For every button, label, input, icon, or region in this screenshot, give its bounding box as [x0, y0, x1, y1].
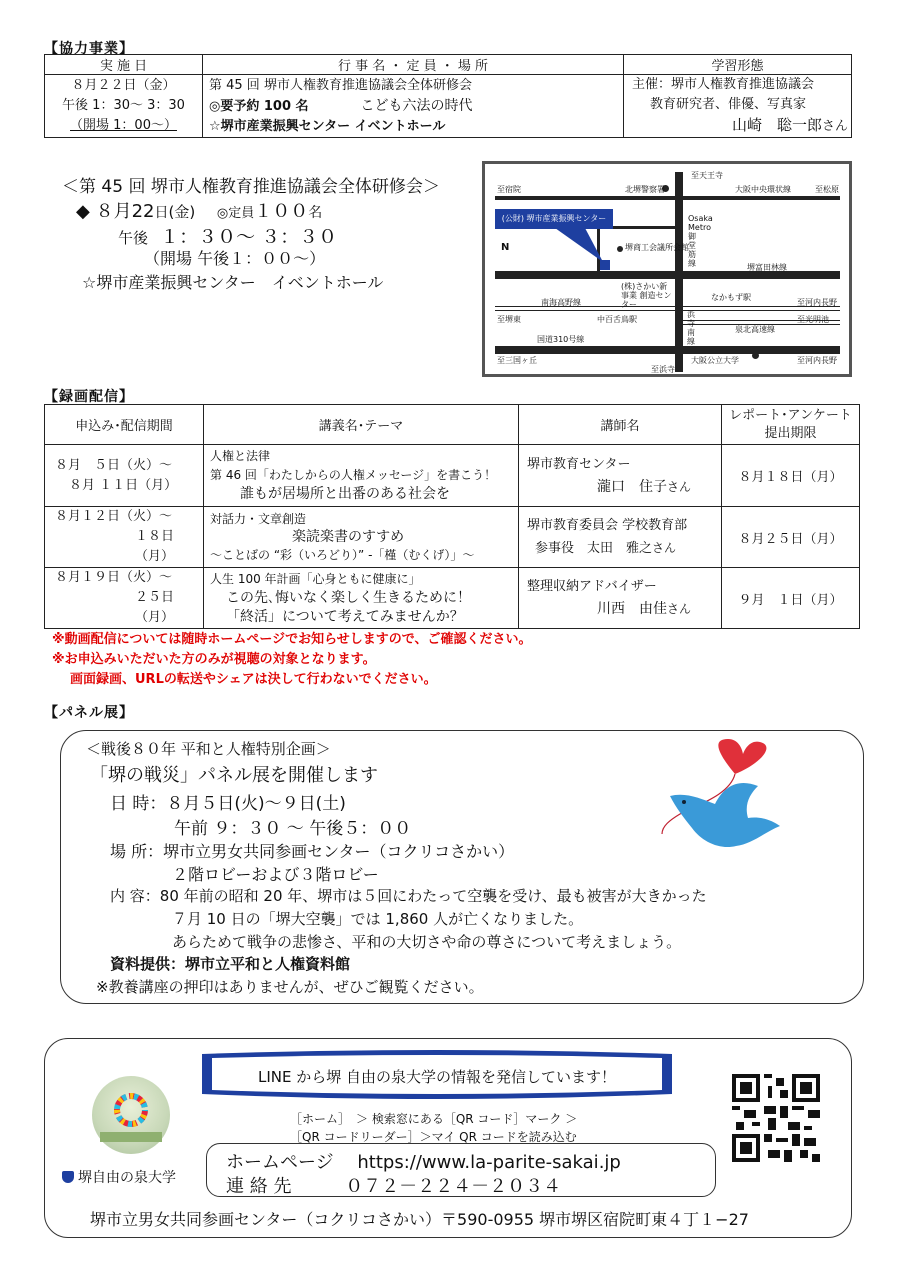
- rec-header-lecturer: 講師名: [519, 405, 722, 445]
- coop-time-line: 午後 1：30～ 3：30: [62, 98, 185, 113]
- homepage-label: ホームページ: [226, 1152, 334, 1173]
- panel-content-3: あらためて戦争の悲惨さ、平和の大切さや命の尊さについて考えましょう。: [172, 933, 682, 951]
- tel-line: [226, 1172, 561, 1198]
- table-row: [45, 507, 860, 568]
- footer-address: 堺市立男女共同参画センター（コクリコさかい）〒590-0955 堺市堺区宿院町東４丁１−27: [90, 1210, 749, 1229]
- rec-lecturer-name-line: [527, 537, 721, 560]
- coop-speaker-name: 山崎 聡一郎: [732, 116, 823, 134]
- recording-note-1: ※動画配信については随時ホームページでお知らせしますので、ご確認ください。: [52, 632, 532, 647]
- panel-time: 午前 ９：３０ ～ 午後５：００: [174, 819, 412, 839]
- shield-icon: [62, 1171, 74, 1183]
- rec-lecturer-name-line: [527, 598, 721, 620]
- panel-date-line: [110, 789, 346, 814]
- rec-theme-sub: 「終活」について考えてみませんか？: [226, 608, 464, 625]
- access-map: [482, 161, 852, 377]
- panel-content-label: 内 容：: [110, 887, 160, 905]
- panel-source: 資料提供：堺市立平和と人権資料館: [110, 955, 351, 973]
- logo-text: 堺自由の泉大学: [78, 1170, 176, 1186]
- event-open: （開場 午後１：００～）: [144, 249, 326, 268]
- map-label: 南海高野線: [541, 298, 581, 307]
- coop-form-cell: [624, 75, 852, 138]
- qr-code-icon[interactable]: [732, 1074, 820, 1162]
- qr-instructions-2: ［QR コードリーダー］＞マイ QR コードを読み込む: [290, 1130, 577, 1144]
- event-title: ＜第 45 回 堺市人権教育推進協議会全体研修会＞: [62, 177, 440, 197]
- rec-lecturer-name: 川西 由佳: [597, 601, 667, 617]
- map-label: 至堺東: [497, 315, 521, 324]
- rec-lecturer-cell: [519, 445, 722, 507]
- map-label: 至天王寺: [691, 171, 723, 180]
- map-label: 泉北高速線: [735, 325, 775, 334]
- heart-icon: [718, 739, 766, 774]
- rec-lecturer-honorific: さん: [667, 479, 692, 494]
- event-time: １：３０～ ３：３０: [160, 226, 338, 248]
- panel-content-2: ７月 10 日の「堺大空襲」では 1,860 人が亡くなりました。: [172, 910, 584, 928]
- coop-date-line: ８月２２日（金）: [71, 78, 176, 93]
- coop-open-line: （開場 1：00～）: [70, 118, 177, 133]
- section-heading-panel: 【パネル展】: [44, 705, 134, 721]
- map-station-dot: [617, 246, 623, 252]
- rec-theme-category: 人生 100 年計画「心身ともに健康に」: [210, 571, 421, 586]
- rec-theme-sub: ～ことばの “彩（いろどり）” ‐「槿（むくげ）」～: [210, 548, 475, 562]
- section-heading-recording: 【録画配信】: [44, 389, 134, 405]
- recording-table: [44, 404, 860, 629]
- rec-theme-cell: [204, 568, 519, 629]
- coop-form-speaker: [632, 115, 851, 137]
- rec-header-deadline: レポート･アンケート 提出期限: [722, 405, 860, 445]
- rec-lecturer-honorific: さん: [667, 602, 692, 616]
- rec-lecturer-name: 瀧口 住子: [597, 478, 667, 495]
- coop-event-name: 第 45 回 堺市人権教育推進協議会全体研修会: [209, 77, 472, 93]
- rec-theme-title: この先､悔いなく楽しく生きるために！: [226, 589, 471, 606]
- sdgs-wheel-icon: [92, 1076, 170, 1154]
- homepage-line: [226, 1148, 621, 1174]
- rec-lecturer-org: 整理収納アドバイザー: [527, 579, 657, 594]
- coop-form-roles: 教育研究者、俳優、写真家: [650, 97, 807, 112]
- map-label: 至光明池: [797, 315, 829, 324]
- event-place: ☆堺市産業振興センター イベントホール: [82, 273, 384, 292]
- map-label: 浜寺 南 線: [687, 310, 695, 346]
- panel-note: ※教養講座の押印はありませんが、ぜひご観覧ください。: [96, 978, 484, 996]
- coop-date-cell: [45, 75, 203, 138]
- coop-speaker-honorific: さん: [822, 119, 849, 134]
- map-road-tondabayashi: [495, 271, 840, 279]
- event-capacity-number: １００: [254, 201, 309, 222]
- rec-lecturer-cell: [519, 568, 722, 629]
- table-row: [45, 568, 860, 629]
- rec-period-cell: [45, 568, 204, 629]
- map-road-main-vertical: [675, 172, 683, 372]
- rec-theme-category: 人権と法律: [210, 449, 271, 463]
- recording-note-3: 画面録画、URLの転送やシェアは決して行わないでください。: [70, 672, 437, 687]
- homepage-url[interactable]: https://www.la-parite-sakai.jp: [357, 1152, 621, 1173]
- qr-instructions-1: ［ホーム］ ＞ 検索窓にある［QR コード］マーク ＞: [290, 1112, 578, 1126]
- map-label: 至河内長野: [797, 356, 837, 365]
- tel-number[interactable]: ０７２－２２４－２０３４: [345, 1176, 562, 1197]
- panel-date-label: 日 時：: [110, 794, 167, 814]
- panel-subtitle: ＜戦後８０年 平和と人権特別企画＞: [86, 740, 331, 758]
- rec-deadline: ８月２５日（月）: [722, 507, 860, 568]
- map-venue-label: (公財) 堺市産業振興センター: [495, 209, 613, 229]
- coop-header-date: 実 施 日: [45, 55, 203, 75]
- map-label: 至宿院: [497, 185, 521, 194]
- rec-header-period: 申込み･配信期間: [45, 405, 204, 445]
- coop-event-line2: [209, 96, 623, 117]
- coop-event-theme: こども六法の時代: [360, 97, 473, 114]
- map-label: 至三国ヶ丘: [497, 356, 537, 365]
- coop-event-place: ☆堺市産業振興センター イベントホール: [209, 118, 446, 134]
- map-label: N: [501, 242, 510, 253]
- rec-lecturer-honorific: さん: [652, 540, 677, 555]
- rec-period-end: ８月 １１日（月）: [69, 477, 178, 493]
- panel-title: 「堺の戦災」パネル展を開催します: [90, 765, 378, 786]
- rec-theme-sub: 誰もが居場所と出番のある社会を: [240, 486, 450, 502]
- coop-form-host: 主催：堺市人権教育推進協議会: [632, 77, 815, 92]
- map-label: 大阪公立大学: [691, 356, 739, 365]
- line-banner-text: LINE から堺 自由の泉大学の情報を発信しています！: [257, 1068, 617, 1086]
- panel-place-line: [110, 839, 514, 862]
- section-heading-coop: 【協力事業】: [44, 41, 134, 57]
- panel-date: ８月５日(火)～９日(土): [166, 794, 346, 814]
- map-label: 至松原: [815, 185, 839, 194]
- rec-lecturer-org: 堺市教育委員会 学校教育部: [527, 517, 688, 533]
- rec-deadline: ９月 １日（月）: [722, 568, 860, 629]
- map-label: 堺富田林線: [747, 263, 787, 272]
- rec-theme-title: 楽読楽書のすすめ: [292, 529, 405, 545]
- rec-period-end: １８日（月）: [135, 529, 175, 564]
- coop-capacity: ◎要予約 100 名: [209, 98, 309, 114]
- map-label: Osaka Metro 御堂筋線: [688, 214, 713, 268]
- event-capacity-label: ◎定員: [216, 206, 255, 221]
- event-time-prefix: 午後: [118, 229, 149, 247]
- rec-theme-cell: [204, 507, 519, 568]
- rec-lecturer-org: 堺市教育センター: [527, 456, 631, 472]
- rec-deadline: ８月１８日（月）: [722, 445, 860, 507]
- map-label: 至浜寺: [651, 365, 675, 374]
- rec-period-start: ８月 ５日（火）～: [55, 457, 173, 473]
- rec-period-start: ８月１９日（火）～: [55, 570, 173, 585]
- map-label: 至河内長野: [797, 298, 837, 307]
- rec-lecturer-name-line: [527, 476, 721, 498]
- coop-header-event: 行 事 名 ・ 定 員 ・ 場 所: [203, 55, 624, 75]
- rec-theme-cell: [204, 445, 519, 507]
- dove-heart-illustration: [640, 734, 800, 874]
- tel-label: 連 絡 先: [226, 1176, 292, 1197]
- panel-content-1: 80 年前の昭和 20 年、堺市は５回にわたって空襲を受け、最も被害が大きかった: [159, 887, 707, 905]
- map-label: 中百舌鳥駅: [597, 315, 637, 324]
- map-label: 大阪中央環状線: [735, 185, 791, 194]
- coop-table: [44, 54, 852, 138]
- rec-theme-category: 対話力・文章創造: [210, 512, 307, 526]
- map-label: 堺商工会議所会館: [625, 243, 689, 252]
- rec-lecturer-cell: [519, 507, 722, 568]
- map-label: (株)さかい新事業 創造センター: [621, 282, 672, 309]
- map-label: 国道310号線: [537, 335, 585, 344]
- logo-caption: [62, 1167, 176, 1187]
- panel-place-label: 場 所：: [110, 842, 164, 861]
- rec-header-theme: 講義名･テーマ: [204, 405, 519, 445]
- event-weekday: (金): [168, 203, 196, 221]
- dove-icon: [670, 783, 780, 847]
- rec-lecturer-name: 参事役 太田 雅之: [535, 540, 653, 556]
- event-capacity-unit: 名: [308, 205, 323, 221]
- rec-theme-title: 第 46 回「わたしからの人権メッセージ」を書こう！: [210, 468, 497, 482]
- rec-period-start: ８月１２日（火）～: [55, 509, 173, 524]
- coop-header-form: 学習形態: [624, 55, 852, 75]
- map-label: なかもず駅: [711, 293, 751, 302]
- panel-place: 堺市立男女共同参画センター（コクリコさかい）: [163, 842, 515, 861]
- rec-period-cell: [45, 507, 204, 568]
- event-date: ◆ ８月22: [76, 201, 155, 222]
- panel-place-floors: ２階ロビーおよび３階ロビー: [172, 865, 379, 884]
- table-row: [45, 445, 860, 507]
- map-university-dot: [752, 352, 759, 359]
- map-road-chuo-kanjo: [495, 196, 840, 200]
- rec-period-end: ２５日（月）: [135, 590, 175, 625]
- logo-image: [92, 1076, 170, 1154]
- coop-event-cell: [203, 75, 624, 138]
- map-road-route310: [495, 346, 840, 354]
- map-label: 北堺警察署: [625, 185, 665, 194]
- rec-period-cell: [45, 445, 204, 507]
- event-time-line: [118, 222, 337, 249]
- recording-note-2: ※お申込みいただいた方のみが視聴の対象となります。: [52, 652, 376, 667]
- event-date-line: [76, 197, 322, 223]
- map-venue-pointer: [545, 228, 615, 268]
- panel-content-line: [110, 885, 707, 906]
- event-day: 日: [154, 205, 169, 221]
